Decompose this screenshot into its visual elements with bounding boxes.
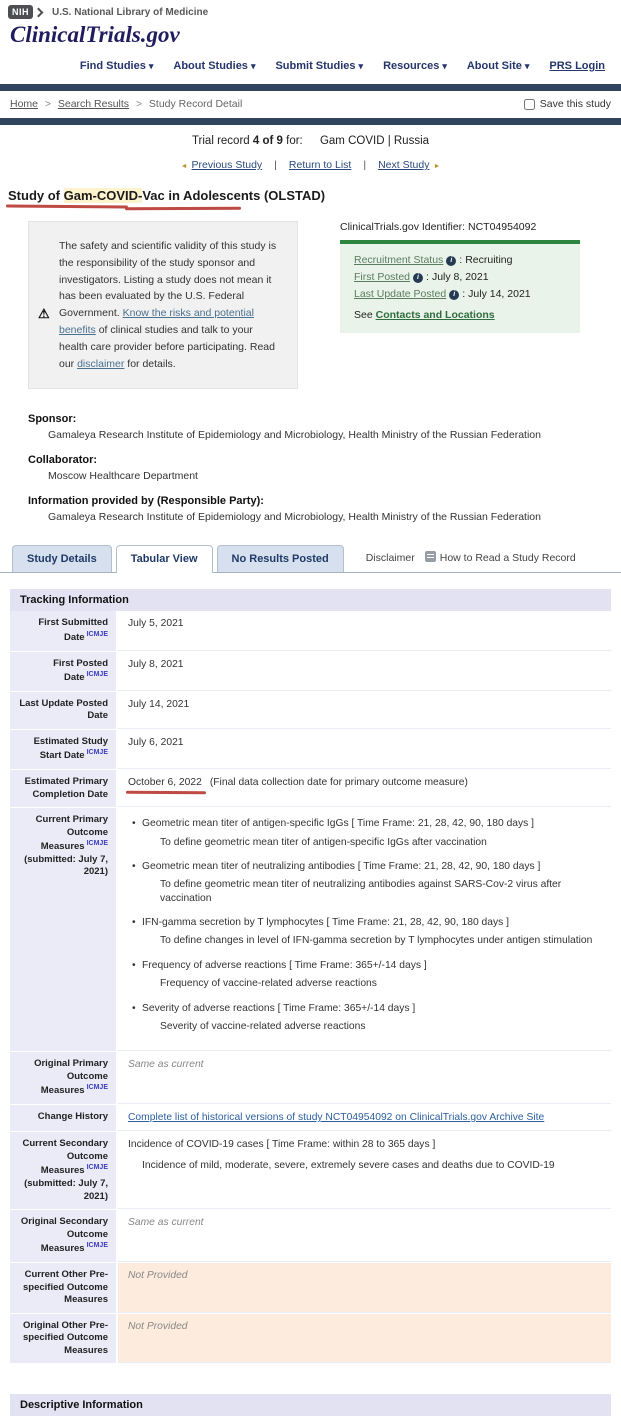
row-value [118,808,611,1051]
row-value: Same as current [118,1210,611,1262]
collaborator-label: Collaborator: [28,454,98,467]
tab-study-details[interactable]: Study Details [12,545,112,572]
nav-find-studies-label: Find Studies [79,60,146,72]
nav-resources-label: Resources [383,60,440,72]
row-value [118,770,611,807]
icmje-badge: ICMJE [86,1164,108,1172]
status-colon: : [462,288,466,300]
table-row [10,1210,611,1263]
recruitment-status-box [340,244,580,333]
nav-about-studies[interactable] [173,60,255,72]
row-label: Last Update Posted Date [10,692,118,729]
save-study-label: Save this study [539,98,611,110]
row-value: July 14, 2021 [118,692,611,729]
nav-about-site[interactable] [467,60,530,72]
table-row [10,611,611,651]
table-row [10,1314,611,1365]
sponsor-value: Gamaleya Research Institute of Epidemiology and Microbiology, Health Ministry of the Russian Federation [48,429,541,442]
row-label: First Posted Date $^{ICMJE}$ [10,652,118,691]
breadcrumb-search-results[interactable]: Search Results [57,98,130,110]
last-update-posted-link[interactable]: Last Update Posted [354,288,447,300]
nct-identifier: NCT04954092 [468,221,537,233]
row-value: Same as current [118,1052,611,1104]
row-label: Estimated Primary Completion Date [10,770,118,807]
list-item: • Geometric mean titer of antigen-specific IgGs [ Time Frame: 21, 28, 42, 90, 180 days ] To define geometric mean titer of antigen-specific IgGs after vaccination [142,817,603,849]
tab-bar [0,545,621,573]
list-item: • Frequency of adverse reactions [ Time Frame: 365+/-14 days ] Frequency of vaccine-related adverse reactions [142,959,603,991]
return-to-list-link[interactable]: Return to List [288,159,352,171]
study-title-text: Study of [8,188,64,203]
recruitment-status-value: Recruiting [465,254,513,266]
breadcrumb [10,98,242,110]
breadcrumb-separator [38,98,58,110]
table-row [10,1052,611,1105]
status-column [340,221,580,389]
annotation-underline [125,207,241,210]
trial-record-for: for: [286,135,303,147]
next-arrow-icon [429,159,440,171]
trial-record-prefix: Trial record [191,135,250,147]
row-label: Change History [10,1105,118,1131]
table-row [10,730,611,770]
icmje-badge: ICMJE [86,749,108,757]
breadcrumb-divider-bar [0,118,621,125]
contacts-locations-link[interactable]: Contacts and Locations [375,309,495,321]
study-title-text: Vac in Adolescents (OLSTAD) [142,188,326,203]
last-update-posted-value: July 14, 2021 [468,288,531,300]
chevron-down-icon [522,60,530,72]
row-label: Estimated Study Start Date $^{ICMJE}$ [10,730,118,769]
annotated-completion-date: October 6, 2022 [128,777,202,789]
icmje-badge: ICMJE [86,630,108,638]
completion-date-note: (Final data collection date for primary outcome measure) [209,777,468,789]
status-row [354,271,568,283]
disclaimer-tab-link[interactable]: Disclaimer [365,551,415,564]
save-this-study [524,98,611,110]
secondary-outcome-title: Incidence of COVID-19 cases [ Time Frame: within 28 to 365 days ] [128,1139,436,1151]
first-posted-value: July 8, 2021 [431,271,489,283]
search-query: Gam COVID | Russia [319,135,430,147]
secondary-outcome-desc: Incidence of mild, moderate, severe, extremely severe cases and deaths due to COVID-19 [142,1159,555,1171]
nav-submit-studies-label: Submit Studies [275,60,356,72]
save-study-checkbox[interactable] [524,99,535,110]
tracking-section-header: Tracking Information [10,589,611,611]
info-icon[interactable] [449,290,459,300]
clinicaltrials-logo[interactable]: ClinicalTrials.gov [10,22,180,47]
icmje-badge: ICMJE [86,671,108,679]
table-row [10,808,611,1052]
how-to-read-link[interactable] [425,551,576,564]
disclaimer-text: The safety and scientific validity of this study is the responsibility of the study sponsor and investigators. Listing a study does not mean it has been evaluated by the U.S. Federal Government. [59,240,277,320]
sponsor-label: Sponsor: [28,413,77,426]
risks-benefits-link[interactable]: Know the risks and potential benefits [59,307,254,336]
previous-arrow-icon [181,159,192,171]
row-value: July 5, 2021 [118,611,611,650]
identifier-label: ClinicalTrials.gov Identifier: [340,221,466,233]
row-value: Not Provided [118,1314,611,1364]
row-value: July 8, 2021 [118,652,611,691]
nav-about-studies-label: About Studies [173,60,248,72]
tab-tabular-view[interactable]: Tabular View [116,545,213,573]
table-row [10,692,611,730]
nlm-label: U.S. National Library of Medicine [52,6,209,18]
breadcrumb-row [0,91,621,118]
disclaimer-text: for details. [124,357,176,370]
chevron-down-icon [439,60,447,72]
info-icon[interactable] [446,256,456,266]
breadcrumb-current: Study Record Detail [148,98,243,110]
row-label: Original Primary Outcome Measures $^{ICMJE}$ [10,1052,118,1104]
header-divider-bar [0,84,621,91]
descriptive-information-section [10,1394,611,1416]
table-row [10,1132,611,1210]
primary-outcomes-list [128,814,603,1033]
nav-prs-login[interactable]: PRS Login [549,60,605,72]
main-nav [8,50,611,84]
row-label: Current Secondary Outcome Measures $^{ICMJE}$ (submitted: July 7, 2021) [10,1132,118,1209]
status-row [354,288,568,300]
pager-separator [274,159,277,171]
chevron-down-icon [356,60,364,72]
submitted-date: (submitted: July 7, 2021) [24,853,108,878]
responsible-party-label: Information provided by (Responsible Party): [28,495,264,508]
next-study-link[interactable]: Next Study [378,159,430,171]
table-row [10,1263,611,1314]
status-row [354,254,568,266]
nav-about-site-label: About Site [466,60,522,72]
row-label: Original Other Pre-specified Outcome Measures [10,1314,118,1364]
chevron-down-icon [146,60,154,72]
study-title [8,188,621,203]
chevron-down-icon [248,60,256,72]
status-colon: : [459,254,463,266]
table-row [10,652,611,692]
disclaimer-link[interactable]: disclaimer [77,357,125,370]
previous-study-link[interactable]: Previous Study [191,159,263,171]
trial-record-position: 4 of 9 [252,135,283,147]
list-item: • IFN-gamma secretion by T lymphocytes [ Time Frame: 21, 28, 42, 90, 180 days ] To define changes in level of IFN-gamma secretion by T lymphocytes under antigen stimulation [142,916,603,948]
collaborator-value: Moscow Healthcare Department [48,470,198,483]
tracking-information-section [10,589,611,1364]
submitted-date: (submitted: July 7, 2021) [24,1178,108,1202]
tab-no-results-posted[interactable]: No Results Posted [217,545,344,572]
row-label: First Submitted Date $^{ICMJE}$ [10,611,118,650]
nih-chevron-icon [34,7,44,17]
row-value [118,1105,611,1131]
icmje-badge: ICMJE [86,1242,108,1250]
breadcrumb-home[interactable]: Home [10,98,39,110]
search-term-highlight: Gam-COVID- [63,188,143,203]
pager-separator [363,159,366,171]
info-icon[interactable] [413,273,423,283]
change-history-link[interactable]: Complete list of historical versions of study NCT04954092 on ClinicalTrials.gov Archive Site [128,1112,545,1124]
warning-icon [38,304,50,325]
first-posted-link[interactable]: First Posted [354,271,411,283]
table-row [10,770,611,808]
list-item: • Severity of adverse reactions [ Time Frame: 365+/-14 days ] Severity of vaccine-related adverse reactions [142,1002,603,1034]
row-label: Current Primary Outcome Measures $^{ICMJE}$ (submitted: July 7, 2021) [10,808,118,1051]
row-value: July 6, 2021 [118,730,611,769]
breadcrumb-separator [129,98,149,110]
nih-logo[interactable]: NIH [8,5,33,19]
row-label: Original Secondary Outcome Measures $^{ICMJE}$ [10,1210,118,1262]
responsible-party-value: Gamaleya Research Institute of Epidemiology and Microbiology, Health Ministry of the Russian Federation [48,511,541,524]
icmje-badge: ICMJE [86,840,108,848]
disclaimer-text: of clinical studies and talk to your health care provider before participating. Read our [59,323,275,370]
see-label: See [354,309,373,321]
trial-record-line [0,135,621,147]
icmje-badge: ICMJE [86,1084,108,1092]
descriptive-section-header: Descriptive Information [10,1394,611,1416]
document-icon [425,551,436,562]
status-colon: : [426,271,429,283]
row-value: Not Provided [118,1263,611,1313]
row-value [118,1132,611,1209]
annotation-underline [6,204,128,208]
site-header [0,0,621,84]
list-item: • Geometric mean titer of neutralizing antibodies [ Time Frame: 21, 28, 42, 90, 180 days ] To define geometric mean titer of neutralizing antibodies against SARS-Cov-2 virus after vaccination [142,860,603,905]
provider-info [28,413,621,523]
study-pager [0,159,621,171]
row-label: Current Other Pre-specified Outcome Measures [10,1263,118,1313]
recruitment-status-link[interactable]: Recruitment Status [354,254,444,266]
how-to-read-label: How to Read a Study Record [439,552,576,565]
safety-disclaimer-box [28,221,298,389]
nav-resources[interactable] [383,60,447,72]
nav-submit-studies[interactable] [275,60,363,72]
nav-find-studies[interactable] [80,60,154,72]
table-row [10,1105,611,1132]
